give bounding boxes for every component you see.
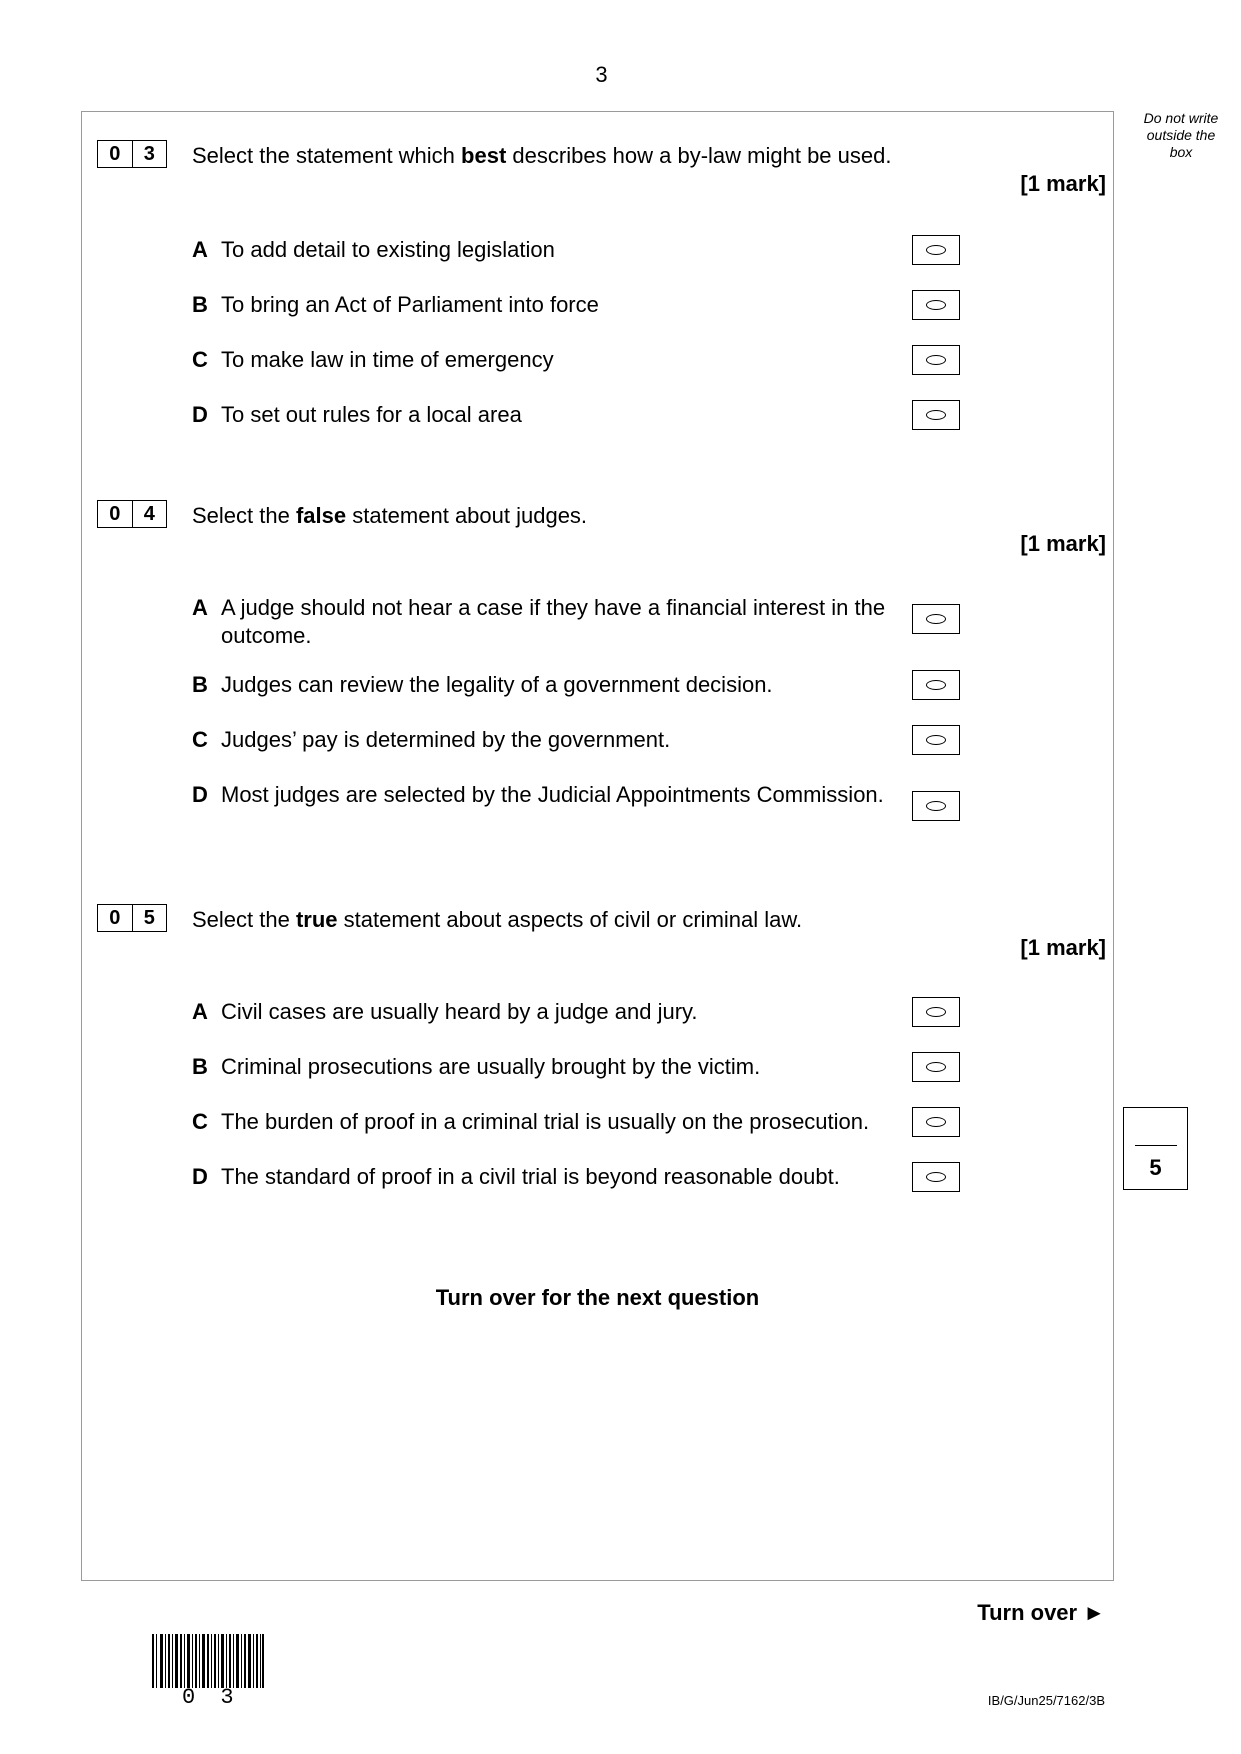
answer-checkbox[interactable] (912, 604, 960, 634)
option-d (192, 401, 902, 429)
question-number-digit: 4 (132, 501, 167, 527)
option-text: Criminal prosecutions are usually brought by the victim. (221, 1054, 761, 1079)
option-text: To set out rules for a local area (221, 402, 522, 427)
turn-over-next-question: Turn over for the next question (435, 1285, 760, 1310)
lozenge-icon (926, 355, 946, 365)
option-text: Civil cases are usually heard by a judge and jury. (221, 999, 698, 1024)
lozenge-icon (926, 245, 946, 255)
option-letter: B (192, 672, 208, 697)
question-number-digit: 0 (109, 906, 121, 929)
option-text: To add detail to existing legislation (221, 237, 555, 262)
question-number-digit: 5 (132, 905, 167, 931)
question-stem (192, 143, 891, 169)
lozenge-icon (926, 1172, 946, 1182)
option-letter: A (192, 999, 208, 1024)
option-a (192, 594, 902, 650)
marks-label: [1 mark] (1020, 531, 1106, 556)
answer-checkbox[interactable] (912, 235, 960, 265)
question-number-digit: 0 (109, 502, 121, 525)
stem-text: statement about judges. (346, 503, 588, 528)
margin-note-line: Do not write (1143, 110, 1219, 126)
margin-note-line: box (1169, 144, 1193, 160)
paper-reference: IB/G/Jun25/7162/3B (987, 1693, 1105, 1708)
question-number-digit: 0 (109, 142, 121, 165)
barcode-number: 0 3 (182, 1685, 240, 1710)
option-letter: D (192, 782, 208, 807)
option-a (192, 236, 902, 264)
answer-checkbox[interactable] (912, 670, 960, 700)
option-text: Judges’ pay is determined by the government. (221, 727, 671, 752)
lozenge-icon (926, 300, 946, 310)
lozenge-icon (926, 614, 946, 624)
answer-checkbox[interactable] (912, 997, 960, 1027)
answer-frame (81, 111, 1114, 1581)
stem-text: Select the (192, 503, 296, 528)
question-number-box (97, 500, 167, 528)
option-text: A judge should not hear a case if they have a financial interest in the outcome. (221, 595, 886, 648)
answer-checkbox[interactable] (912, 1162, 960, 1192)
lozenge-icon (926, 1007, 946, 1017)
option-letter: B (192, 1054, 208, 1079)
lozenge-icon (926, 410, 946, 420)
answer-checkbox[interactable] (912, 290, 960, 320)
answer-checkbox[interactable] (912, 725, 960, 755)
answer-checkbox[interactable] (912, 400, 960, 430)
option-c (192, 726, 902, 754)
question-stem (192, 907, 802, 933)
lozenge-icon (926, 680, 946, 690)
question-number-box (97, 140, 167, 168)
score-divider (1135, 1145, 1177, 1146)
option-b (192, 1053, 902, 1081)
option-c (192, 1108, 902, 1136)
question-stem (192, 503, 587, 529)
option-text: The burden of proof in a criminal trial is usually on the prosecution. (221, 1109, 870, 1134)
option-letter: C (192, 727, 208, 752)
stem-text: Select the statement which (192, 143, 462, 168)
margin-note-line: outside the (1146, 127, 1216, 143)
option-text: To bring an Act of Parliament into force (221, 292, 599, 317)
option-text: Judges can review the legality of a government decision. (221, 672, 773, 697)
option-d (192, 1163, 902, 1191)
turn-over-label: Turn over ► (977, 1600, 1105, 1625)
stem-text: statement about aspects of civil or criminal law. (337, 907, 803, 932)
lozenge-icon (926, 801, 946, 811)
option-letter: C (192, 1109, 208, 1134)
lozenge-icon (926, 1117, 946, 1127)
option-text: To make law in time of emergency (221, 347, 554, 372)
answer-checkbox[interactable] (912, 345, 960, 375)
option-letter: C (192, 347, 208, 372)
stem-text: Select the (192, 907, 296, 932)
option-b (192, 671, 902, 699)
stem-emphasis: best (461, 143, 507, 168)
option-letter: A (192, 595, 208, 620)
option-text: Most judges are selected by the Judicial Appointments Commission. (221, 782, 884, 807)
option-letter: D (192, 1164, 208, 1189)
question-number-digit: 3 (132, 141, 167, 167)
marks-label: [1 mark] (1020, 935, 1106, 960)
stem-emphasis: true (295, 907, 338, 932)
option-text: The standard of proof in a civil trial is beyond reasonable doubt. (221, 1164, 840, 1189)
option-d (192, 781, 902, 809)
answer-checkbox[interactable] (912, 791, 960, 821)
lozenge-icon (926, 1062, 946, 1072)
option-a (192, 998, 902, 1026)
score-total: 5 (1149, 1155, 1162, 1180)
answer-checkbox[interactable] (912, 1107, 960, 1137)
option-c (192, 346, 902, 374)
stem-text: describes how a by-law might be used. (506, 143, 892, 168)
option-letter: A (192, 237, 208, 262)
lozenge-icon (926, 735, 946, 745)
margin-note (1126, 110, 1236, 161)
marks-label: [1 mark] (1020, 171, 1106, 196)
option-letter: B (192, 292, 208, 317)
option-b (192, 291, 902, 319)
option-letter: D (192, 402, 208, 427)
answer-checkbox[interactable] (912, 1052, 960, 1082)
stem-emphasis: false (295, 503, 347, 528)
page-number: 3 (595, 62, 608, 87)
question-number-box (97, 904, 167, 932)
